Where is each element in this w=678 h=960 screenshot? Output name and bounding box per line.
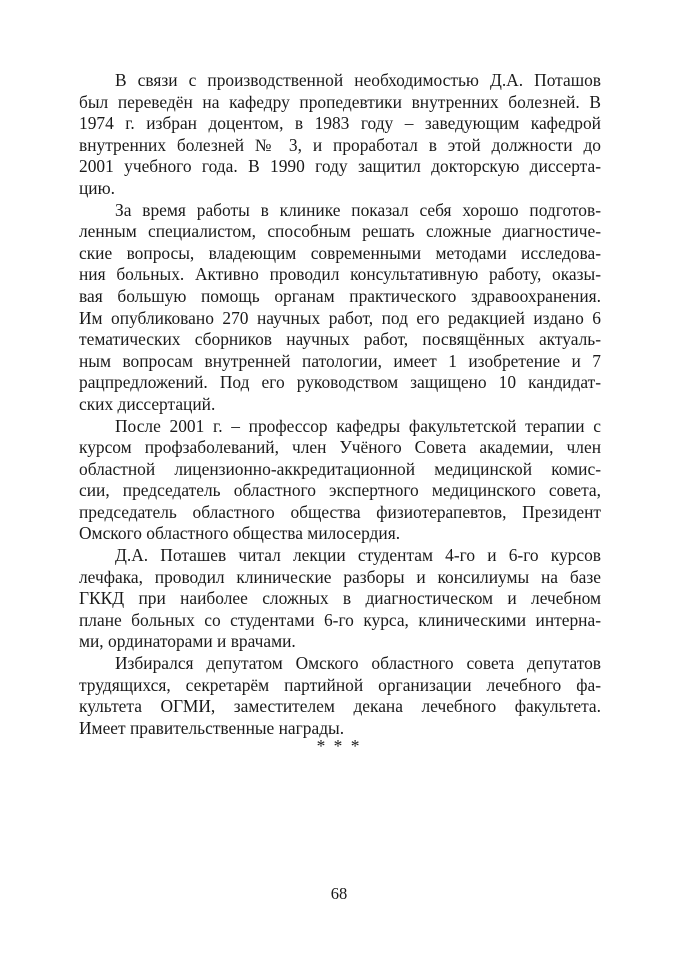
text-line: лечфака, проводил клинические разборы и консилиумы на базе [79, 566, 601, 587]
text-line: культета ОГМИ, заместителем декана лечебного факультета. [79, 696, 601, 717]
text-line: ских диссертаций. [79, 393, 216, 414]
page-number: 68 [330, 884, 348, 903]
text-line: После 2001 г. – профессор кафедры факультетской терапии с [115, 415, 601, 436]
text-line: тематических сборников научных работ, посвящённых актуаль- [79, 329, 601, 350]
paragraph-3 [79, 416, 601, 546]
text-line: Д.А. Поташев читал лекции студентам 4-го и 6-го курсов [115, 545, 601, 566]
text-line: внутренних болезней № 3, и проработал в этой должности до [79, 134, 601, 155]
text-line: Имеет правительственные награды. [79, 717, 345, 738]
text-line: Им опубликовано 270 научных работ, под его редакцией издано 6 [79, 307, 601, 328]
section-separator: * * * [316, 736, 362, 756]
text-line: ГККД при наиболее сложных в диагностическом и лечебном [79, 588, 601, 609]
text-line: вая большую помощь органам практического здравоохранения. [79, 285, 601, 306]
text-line: 1974 г. избран доцентом, в 1983 году – заведующим кафедрой [79, 113, 601, 134]
text-line: Избирался депутатом Омского областного совета депутатов [115, 653, 601, 674]
paragraph-5 [79, 653, 601, 739]
text-line: областной лицензионно-аккредитационной медицинской комис- [79, 458, 601, 479]
text-line: ным вопросам внутренней патологии, имеет 1 изобретение и 7 [79, 350, 601, 371]
text-line: 2001 учебного года. В 1990 году защитил докторскую диссерта- [79, 156, 601, 177]
text-line: ские вопросы, владеющим современными методами исследова- [79, 242, 601, 263]
text-line: рацпредложений. Под его руководством защищено 10 кандидат- [79, 372, 601, 393]
paragraph-2 [79, 200, 601, 416]
paragraph-1 [79, 70, 601, 200]
text-line: трудящихся, секретарём партийной организации лечебного фа- [79, 674, 601, 695]
text-line: ленным специалистом, способным решать сложные диагностиче- [79, 221, 601, 242]
text-line: сии, председатель областного экспертного медицинского совета, [79, 480, 601, 501]
text-line: За время работы в клинике показал себя хорошо подготов- [115, 199, 601, 220]
text-line: ния больных. Активно проводил консультативную работу, оказы- [79, 264, 601, 285]
text-line: плане больных со студентами 6-го курса, клиническими интерна- [79, 609, 601, 630]
body-text [79, 70, 601, 739]
text-line: В связи с производственной необходимостью Д.А. Поташов [115, 70, 601, 90]
text-line: председатель областного общества физиотерапевтов, Президент [79, 501, 601, 522]
text-line: Омского областного общества милосердия. [79, 523, 401, 544]
text-line: ми, ординаторами и врачами. [79, 631, 296, 652]
paragraph-4 [79, 545, 601, 653]
text-line: курсом профзаболеваний, член Учёного Совета академии, член [79, 437, 601, 458]
text-line: был переведён на кафедру пропедевтики внутренних болезней. В [79, 91, 601, 112]
text-line: цию. [79, 177, 115, 198]
